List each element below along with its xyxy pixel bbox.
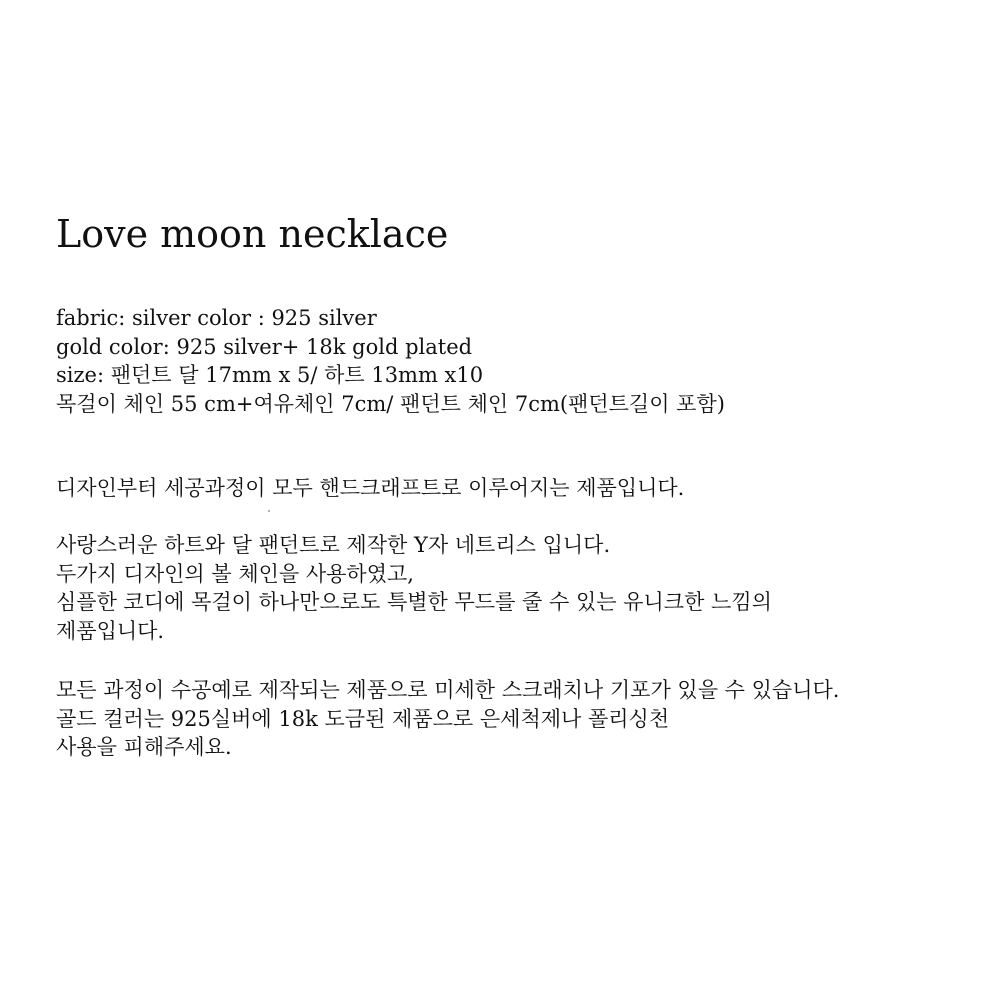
care-notice-paragraph	[56, 676, 839, 762]
description-line: 사랑스러운 하트와 달 팬던트로 제작한 Y자 네트리스 입니다.	[56, 533, 611, 557]
intro-line: 디자인부터 세공과정이 모두 핸드크래프트로 이루어지는 제품입니다.	[56, 476, 685, 500]
care-line: 골드 컬러는 925실버에 18k 도금된 제품으로 은세척제나 폴리싱천	[56, 706, 670, 731]
care-line: 모든 과정이 수공예로 제작되는 제품으로 미세한 스크래치나 기포가 있을 수 있습니다.	[56, 678, 840, 702]
description-line: 제품입니다.	[56, 618, 165, 643]
description-paragraph	[56, 531, 772, 645]
description-line: 두가지 디자인의 볼 체인을 사용하였고,	[56, 561, 414, 586]
product-title: Love moon necklace	[56, 212, 449, 256]
product-specs	[56, 304, 725, 418]
spec-gold-color: gold color: 925 silver+ 18k gold plated	[56, 334, 473, 359]
intro-paragraph	[56, 474, 684, 503]
spec-chain-length: 목걸이 체인 55 cm+여유체인 7cm/ 팬던트 체인 7cm(팬던트길이 포함)	[56, 391, 725, 416]
stray-dot	[268, 510, 270, 512]
care-line: 사용을 피해주세요.	[56, 735, 232, 759]
spec-size: size: 팬던트 달 17mm x 5/ 하트 13mm x10	[56, 363, 484, 387]
spec-fabric: fabric: silver color : 925 silver	[56, 306, 377, 330]
description-line: 심플한 코디에 목걸이 하나만으로도 특별한 무드를 줄 수 있는 유니크한 느낌의	[56, 590, 772, 614]
